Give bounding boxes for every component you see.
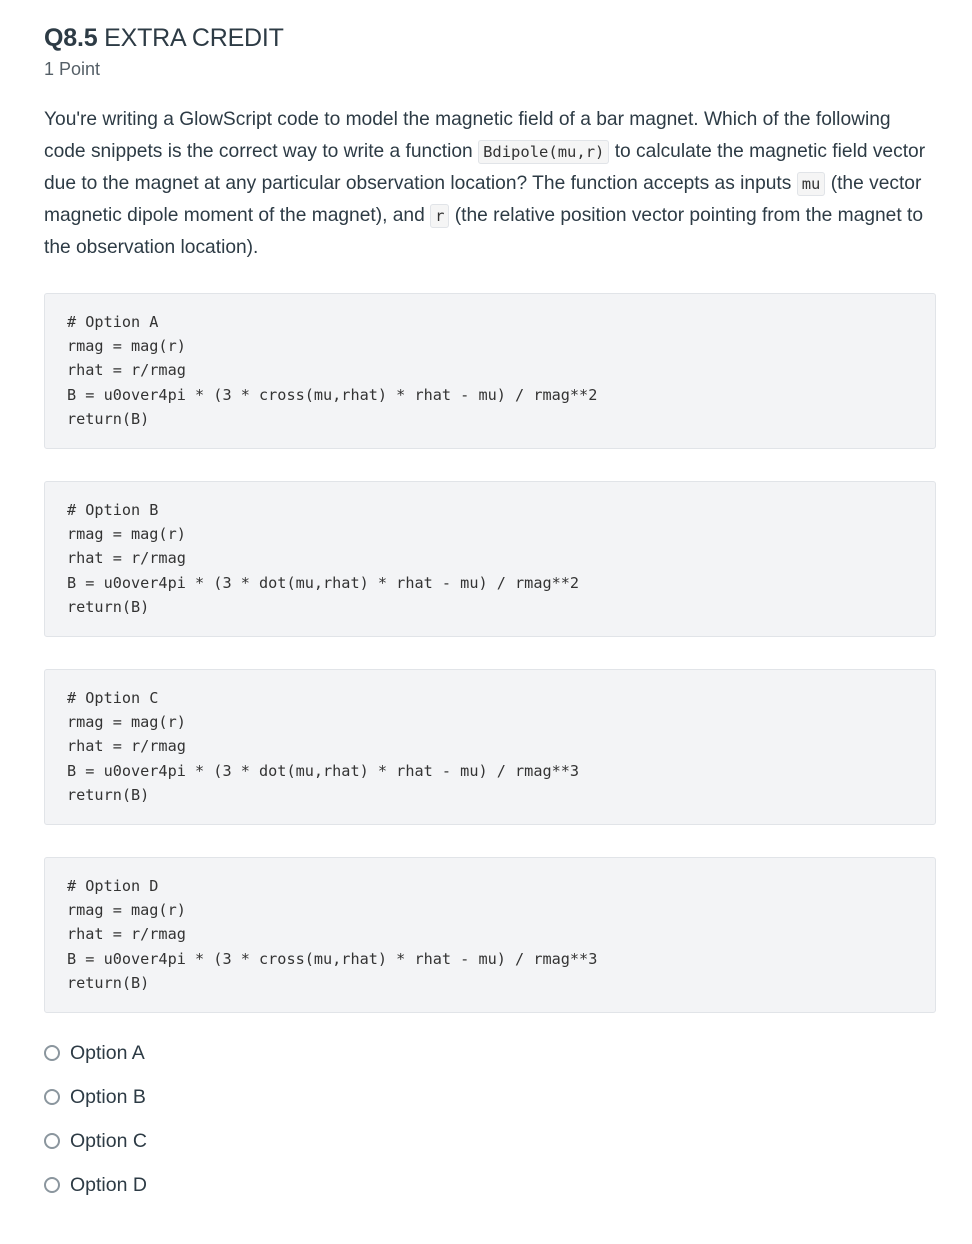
code-snippet: # Option A rmag = mag(r) rhat = r/rmag B = u0over4pi * (3 * cross(mu,rhat) * rhat - mu) / rmag**2 return(B) (67, 313, 598, 428)
code-snippet: # Option C rmag = mag(r) rhat = r/rmag B = u0over4pi * (3 * dot(mu,rhat) * rhat - mu) / rmag**3 return(B) (67, 689, 580, 804)
answer-label: Option A (70, 1041, 145, 1064)
answer-option-b[interactable] (44, 1075, 147, 1119)
radio-button[interactable] (44, 1133, 60, 1149)
question-container (44, 22, 936, 264)
code-block-option-c (44, 669, 936, 825)
code-block-frame (44, 669, 936, 825)
inline-code-function: Bdipole(mu,r) (478, 140, 609, 164)
answer-label: Option C (70, 1129, 147, 1152)
prompt-text: to calculate the magnetic field vector due to the magnet at any particular observation location? The function accepts as inputs (44, 141, 926, 194)
answer-option-a[interactable] (44, 1031, 147, 1075)
code-block-option-d (44, 857, 936, 1013)
code-block-frame (44, 481, 936, 637)
question-points: 1 Point (44, 59, 101, 79)
question-prompt (44, 104, 936, 264)
code-block-option-b (44, 481, 936, 637)
answer-option-c[interactable] (44, 1119, 147, 1163)
answer-choices (44, 1031, 147, 1207)
prompt-text: You're writing a GlowScript code to model the magnetic field of a bar magnet. Which of the following code snippets is the correct way to write a function (44, 109, 891, 162)
prompt-text: (the vector magnetic dipole moment of the magnet), and (44, 173, 922, 226)
inline-code-mu: mu (797, 172, 826, 196)
code-block-option-a (44, 293, 936, 449)
radio-button[interactable] (44, 1177, 60, 1193)
code-block-frame (44, 857, 936, 1013)
question-header (44, 22, 936, 54)
answer-label: Option D (70, 1173, 147, 1196)
code-block-frame (44, 293, 936, 449)
code-snippet: # Option B rmag = mag(r) rhat = r/rmag B = u0over4pi * (3 * dot(mu,rhat) * rhat - mu) / rmag**2 return(B) (67, 501, 580, 616)
question-number: Q8.5 (44, 24, 98, 52)
inline-code-r: r (430, 204, 449, 228)
answer-label: Option B (70, 1085, 146, 1108)
code-snippet: # Option D rmag = mag(r) rhat = r/rmag B = u0over4pi * (3 * cross(mu,rhat) * rhat - mu) / rmag**3 return(B) (67, 877, 598, 992)
question-title: EXTRA CREDIT (104, 24, 284, 52)
radio-button[interactable] (44, 1045, 60, 1061)
answer-option-d[interactable] (44, 1163, 147, 1207)
radio-button[interactable] (44, 1089, 60, 1105)
prompt-text: (the relative position vector pointing from the magnet to the observation location). (44, 205, 923, 258)
